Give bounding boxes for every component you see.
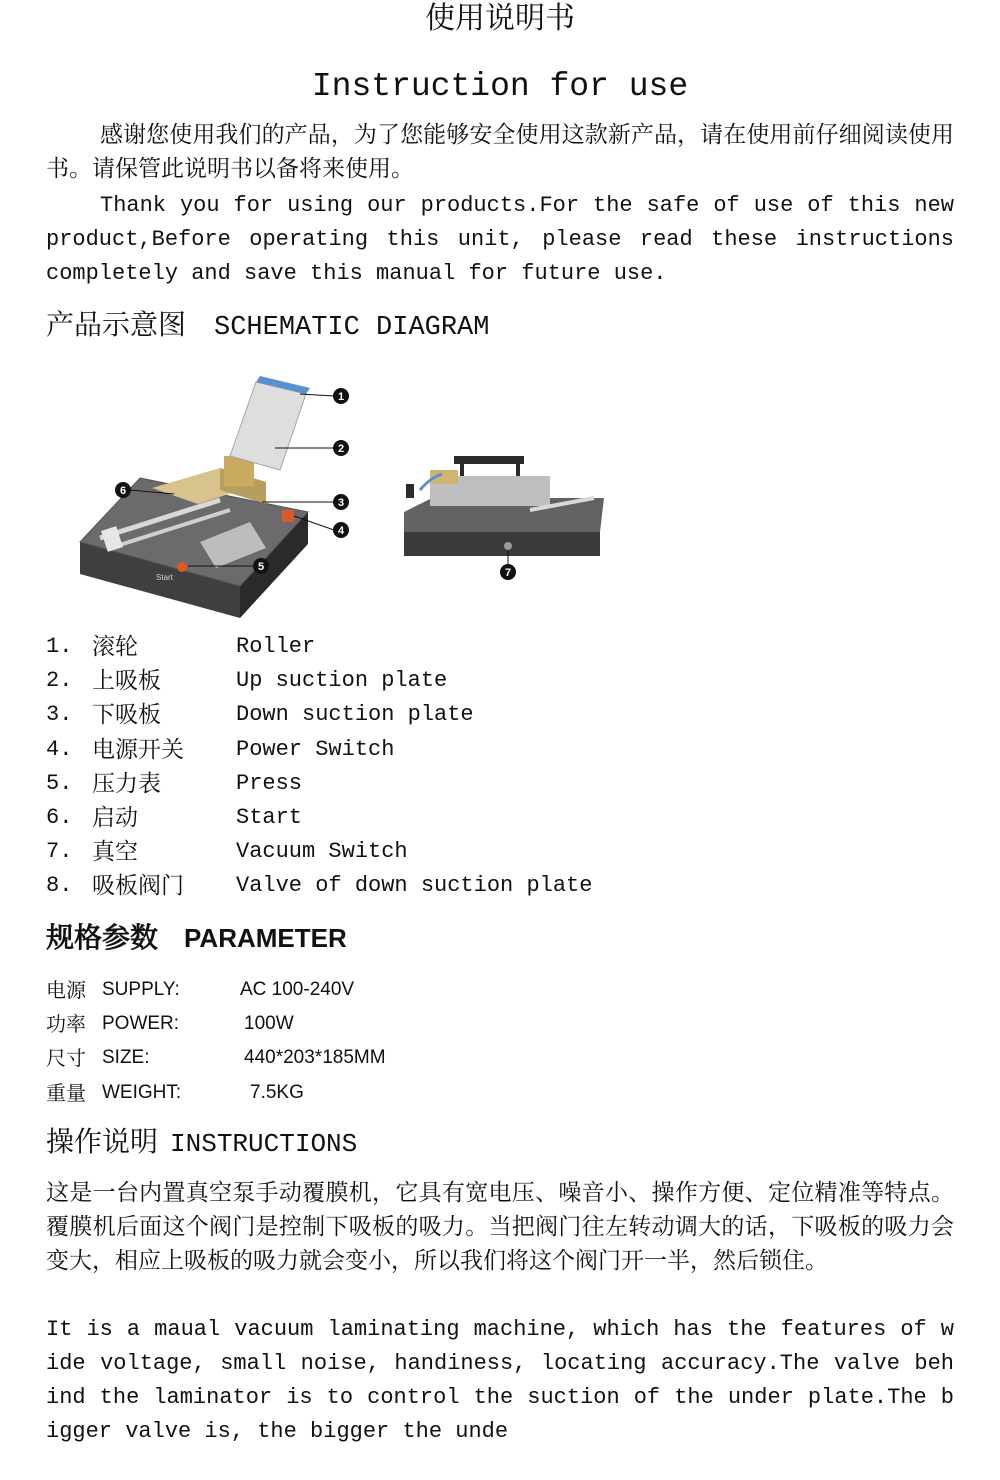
parameter-label-en: POWER: xyxy=(102,1013,180,1035)
part-name-cn: 电源开关 xyxy=(92,736,184,763)
part-name-cn: 启动 xyxy=(92,804,138,831)
part-name-en: Up suction plate xyxy=(236,668,448,694)
parts-list-item xyxy=(46,733,746,767)
intro-paragraph-cn: 感谢您使用我们的产品，为了您能够安全使用这款新产品，请在使用前仔细阅读使用书。请保管此说明书以备将来使用。 xyxy=(46,122,954,182)
parameter-row xyxy=(46,1007,646,1041)
schematic-diagram xyxy=(70,370,630,620)
callout-number: 5 xyxy=(257,561,265,573)
instructions-heading-cn: 操作说明 xyxy=(46,1125,159,1158)
parameter-row xyxy=(46,1076,646,1110)
page-title-en: Instruction for use xyxy=(311,68,689,105)
part-name-en: Roller xyxy=(236,634,316,659)
parameter-label-en: SUPPLY: xyxy=(102,979,180,1000)
parameter-table xyxy=(46,973,646,1110)
parameter-row xyxy=(46,1041,646,1075)
parameter-value: 440*203*185MM xyxy=(244,1047,386,1069)
parts-list-item xyxy=(46,664,746,698)
parameter-label-cn: 电源 xyxy=(46,978,86,1002)
part-name-en: Down suction plate xyxy=(236,702,474,728)
part-name-en: Press xyxy=(236,770,303,796)
part-number: 3. xyxy=(46,702,73,728)
part-number: 8. xyxy=(46,873,73,899)
instructions-paragraph-cn: 这是一台内置真空泵手动覆膜机，它具有宽电压、噪音小、操作方便、定位精准等特点。覆膜机后面这个阀门是控制下吸板的吸力。当把阀门往左转动调大的话，下吸板的吸力会变大，相应上吸板的吸力就会变小，所以我们将这个阀门开一半，然后锁住。 xyxy=(46,1180,954,1274)
part-name-cn: 滚轮 xyxy=(92,634,138,660)
part-name-cn: 吸板阀门 xyxy=(92,873,184,900)
parameter-label-cn: 尺寸 xyxy=(46,1046,86,1071)
callout-number: 7 xyxy=(504,567,512,579)
schematic-heading-cn: 产品示意图 xyxy=(46,308,187,341)
parts-list-item xyxy=(46,869,746,903)
page-title-cn: 使用说明书 xyxy=(425,1,575,36)
parameter-heading-en: PARAMETER xyxy=(184,923,347,953)
parts-list-item xyxy=(46,630,746,664)
callout-number: 1 xyxy=(337,391,345,403)
start-panel-label: Start xyxy=(156,573,173,582)
callout-number: 6 xyxy=(119,485,127,497)
parts-list-item xyxy=(46,698,746,732)
intro-paragraph-en: Thank you for using our products.For the safe of use of this new product,Before operating this unit, please read these instructions completely and save this manual for future use. xyxy=(46,193,954,286)
part-name-cn: 上吸板 xyxy=(92,668,161,695)
part-name-en: Vacuum Switch xyxy=(236,839,408,865)
part-name-cn: 真空 xyxy=(92,839,138,866)
parameter-label-cn: 重量 xyxy=(46,1080,86,1105)
part-name-en: Start xyxy=(236,804,303,830)
parameter-value: 100W xyxy=(244,1013,294,1035)
parameter-heading-cn: 规格参数 xyxy=(46,921,159,954)
callout-number: 3 xyxy=(337,497,345,509)
parameter-heading xyxy=(46,920,347,956)
instructions-heading xyxy=(46,1124,357,1162)
parts-list-item xyxy=(46,801,746,835)
parameter-value: AC 100-240V xyxy=(240,979,355,1000)
parts-list-item xyxy=(46,835,746,869)
part-number: 7. xyxy=(46,839,73,865)
callout-number: 4 xyxy=(337,525,345,537)
part-number: 1. xyxy=(46,634,73,659)
instructions-paragraph-en: It is a maual vacuum laminating machine, which has the features of wide voltage, small noise, handiness, locating accuracy.The valve behind the laminator is to control the suction of the under plate.The bigger valve is, the bigger the unde xyxy=(46,1317,954,1444)
parameter-label-en: SIZE: xyxy=(102,1047,150,1069)
part-name-en: Valve of down suction plate xyxy=(236,873,593,899)
parts-list-item xyxy=(46,767,746,801)
part-number: 6. xyxy=(46,804,73,830)
schematic-heading xyxy=(46,307,489,346)
part-name-cn: 压力表 xyxy=(92,770,161,797)
laminator-back-view xyxy=(404,456,604,566)
part-name-en: Power Switch xyxy=(236,736,395,762)
parameter-row xyxy=(46,973,646,1007)
part-name-cn: 下吸板 xyxy=(92,702,161,729)
schematic-heading-en: SCHEMATIC DIAGRAM xyxy=(214,313,490,343)
parts-list xyxy=(46,630,746,904)
parameter-label-en: WEIGHT: xyxy=(102,1081,182,1103)
parameter-label-cn: 功率 xyxy=(46,1012,86,1037)
callout-number: 2 xyxy=(337,443,345,455)
part-number: 5. xyxy=(46,770,73,796)
parameter-value: 7.5KG xyxy=(250,1081,304,1103)
part-number: 4. xyxy=(46,736,73,762)
part-number: 2. xyxy=(46,668,73,694)
instructions-heading-en: INSTRUCTIONS xyxy=(170,1129,358,1159)
laminator-front-view xyxy=(80,376,334,618)
